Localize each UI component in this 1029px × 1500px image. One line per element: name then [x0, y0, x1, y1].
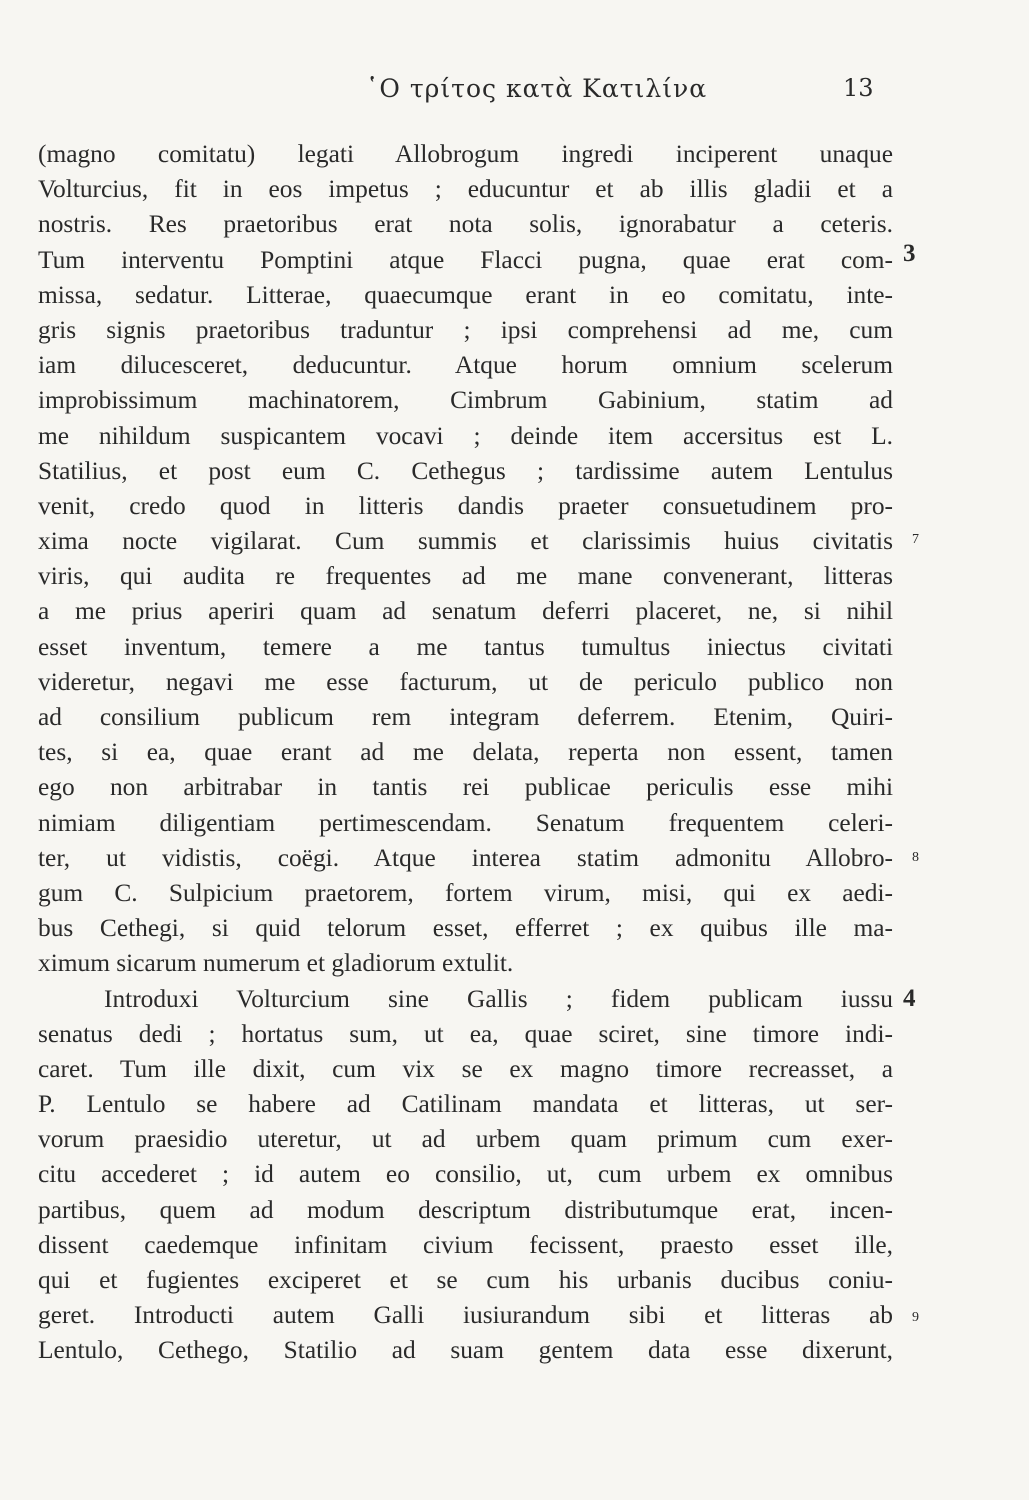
text-line: venit, credo quod in litteris dandis praeter consuetudinem pro-	[38, 491, 893, 520]
text-line: P. Lentulo se habere ad Catilinam mandata et litteras, ut ser-	[38, 1090, 893, 1119]
text-line: ego non arbitrabar in tantis rei publicae periculis esse mihi	[38, 773, 893, 802]
text-line: a me prius aperiri quam ad senatum deferri placeret, ne, si nihil	[38, 597, 893, 626]
text-line: nimiam diligentiam pertimescendam. Senatum frequentem celeri-	[38, 808, 893, 837]
margin-section-number: 3	[903, 240, 916, 267]
text-line: improbissimum machinatorem, Cimbrum Gabinium, statim ad	[38, 386, 893, 415]
text-line: tes, si ea, quae erant ad me delata, reperta non essent, tamen	[38, 738, 893, 767]
text-line: me nihildum suspicantem vocavi ; deinde item accersitus est L.	[38, 421, 893, 450]
text-line: caret. Tum ille dixit, cum vix se ex magno timore recreasset, a	[38, 1054, 893, 1083]
margin-line-number: 9	[912, 1310, 919, 1325]
text-line: vorum praesidio uteretur, ut ad urbem quam primum cum exer-	[38, 1125, 893, 1154]
text-line: Introduxi Volturcium sine Gallis ; fidem publicam iussu	[104, 984, 893, 1013]
margin-line-number: 7	[912, 532, 919, 547]
text-line: geret. Introducti autem Galli iusiurandum sibi et litteras ab	[38, 1301, 893, 1330]
margin-line-number: 8	[912, 850, 919, 865]
text-line: Volturcius, fit in eos impetus ; educuntur et ab illis gladii et a	[38, 175, 893, 204]
text-line: esset inventum, temere a me tantus tumultus iniectus civitati	[38, 632, 893, 661]
text-line: viris, qui audita re frequentes ad me mane convenerant, litteras	[38, 562, 893, 591]
text-line: citu accederet ; id autem eo consilio, ut, cum urbem ex omnibus	[38, 1160, 893, 1189]
text-line: dissent caedemque infinitam civium fecissent, praesto esset ille,	[38, 1230, 893, 1259]
text-line: missa, sedatur. Litterae, quaecumque erant in eo comitatu, inte-	[38, 280, 893, 309]
text-line: ter, ut vidistis, coëgi. Atque interea statim admonitu Allobro-	[38, 843, 893, 872]
page-number: 13	[843, 74, 874, 102]
text-line: iam dilucesceret, deducuntur. Atque horum omnium scelerum	[38, 351, 893, 380]
text-line: Statilius, et post eum C. Cethegus ; tardissime autem Lentulus	[38, 456, 893, 485]
text-line: bus Cethegi, si quid telorum esset, efferret ; ex quibus ille ma-	[38, 914, 893, 943]
text-line: qui et fugientes exciperet et se cum his urbanis ducibus coniu-	[38, 1266, 893, 1294]
text-line: gris signis praetoribus traduntur ; ipsi comprehensi ad me, cum	[38, 315, 893, 344]
running-head-title: ῾Ο τρίτος κατὰ Κατιλίνα	[365, 74, 708, 103]
margin-section-number: 4	[903, 985, 916, 1012]
text-line: (magno comitatu) legati Allobrogum ingredi inciperent unaque	[38, 140, 893, 168]
text-line: ximum sicarum numerum et gladiorum extulit.	[38, 949, 514, 978]
text-line: Lentulo, Cethego, Statilio ad suam gentem data esse dixerunt,	[38, 1336, 893, 1365]
text-line: partibus, quem ad modum descriptum distributumque erat, incen-	[38, 1195, 893, 1224]
text-line: nostris. Res praetoribus erat nota solis, ignorabatur a ceteris.	[38, 210, 893, 239]
body-text	[38, 137, 893, 1369]
text-line: gum C. Sulpicium praetorem, fortem virum, misi, qui ex aedi-	[38, 878, 893, 907]
text-line: videretur, negavi me esse facturum, ut de periculo publico non	[38, 667, 893, 696]
text-line: senatus dedi ; hortatus sum, ut ea, quae sciret, sine timore indi-	[38, 1019, 893, 1048]
text-line: ad consilium publicum rem integram deferrem. Etenim, Quiri-	[38, 703, 893, 731]
text-line: xima nocte vigilarat. Cum summis et clarissimis huius civitatis	[38, 527, 893, 556]
text-line: Tum interventu Pomptini atque Flacci pugna, quae erat com-	[38, 245, 893, 274]
